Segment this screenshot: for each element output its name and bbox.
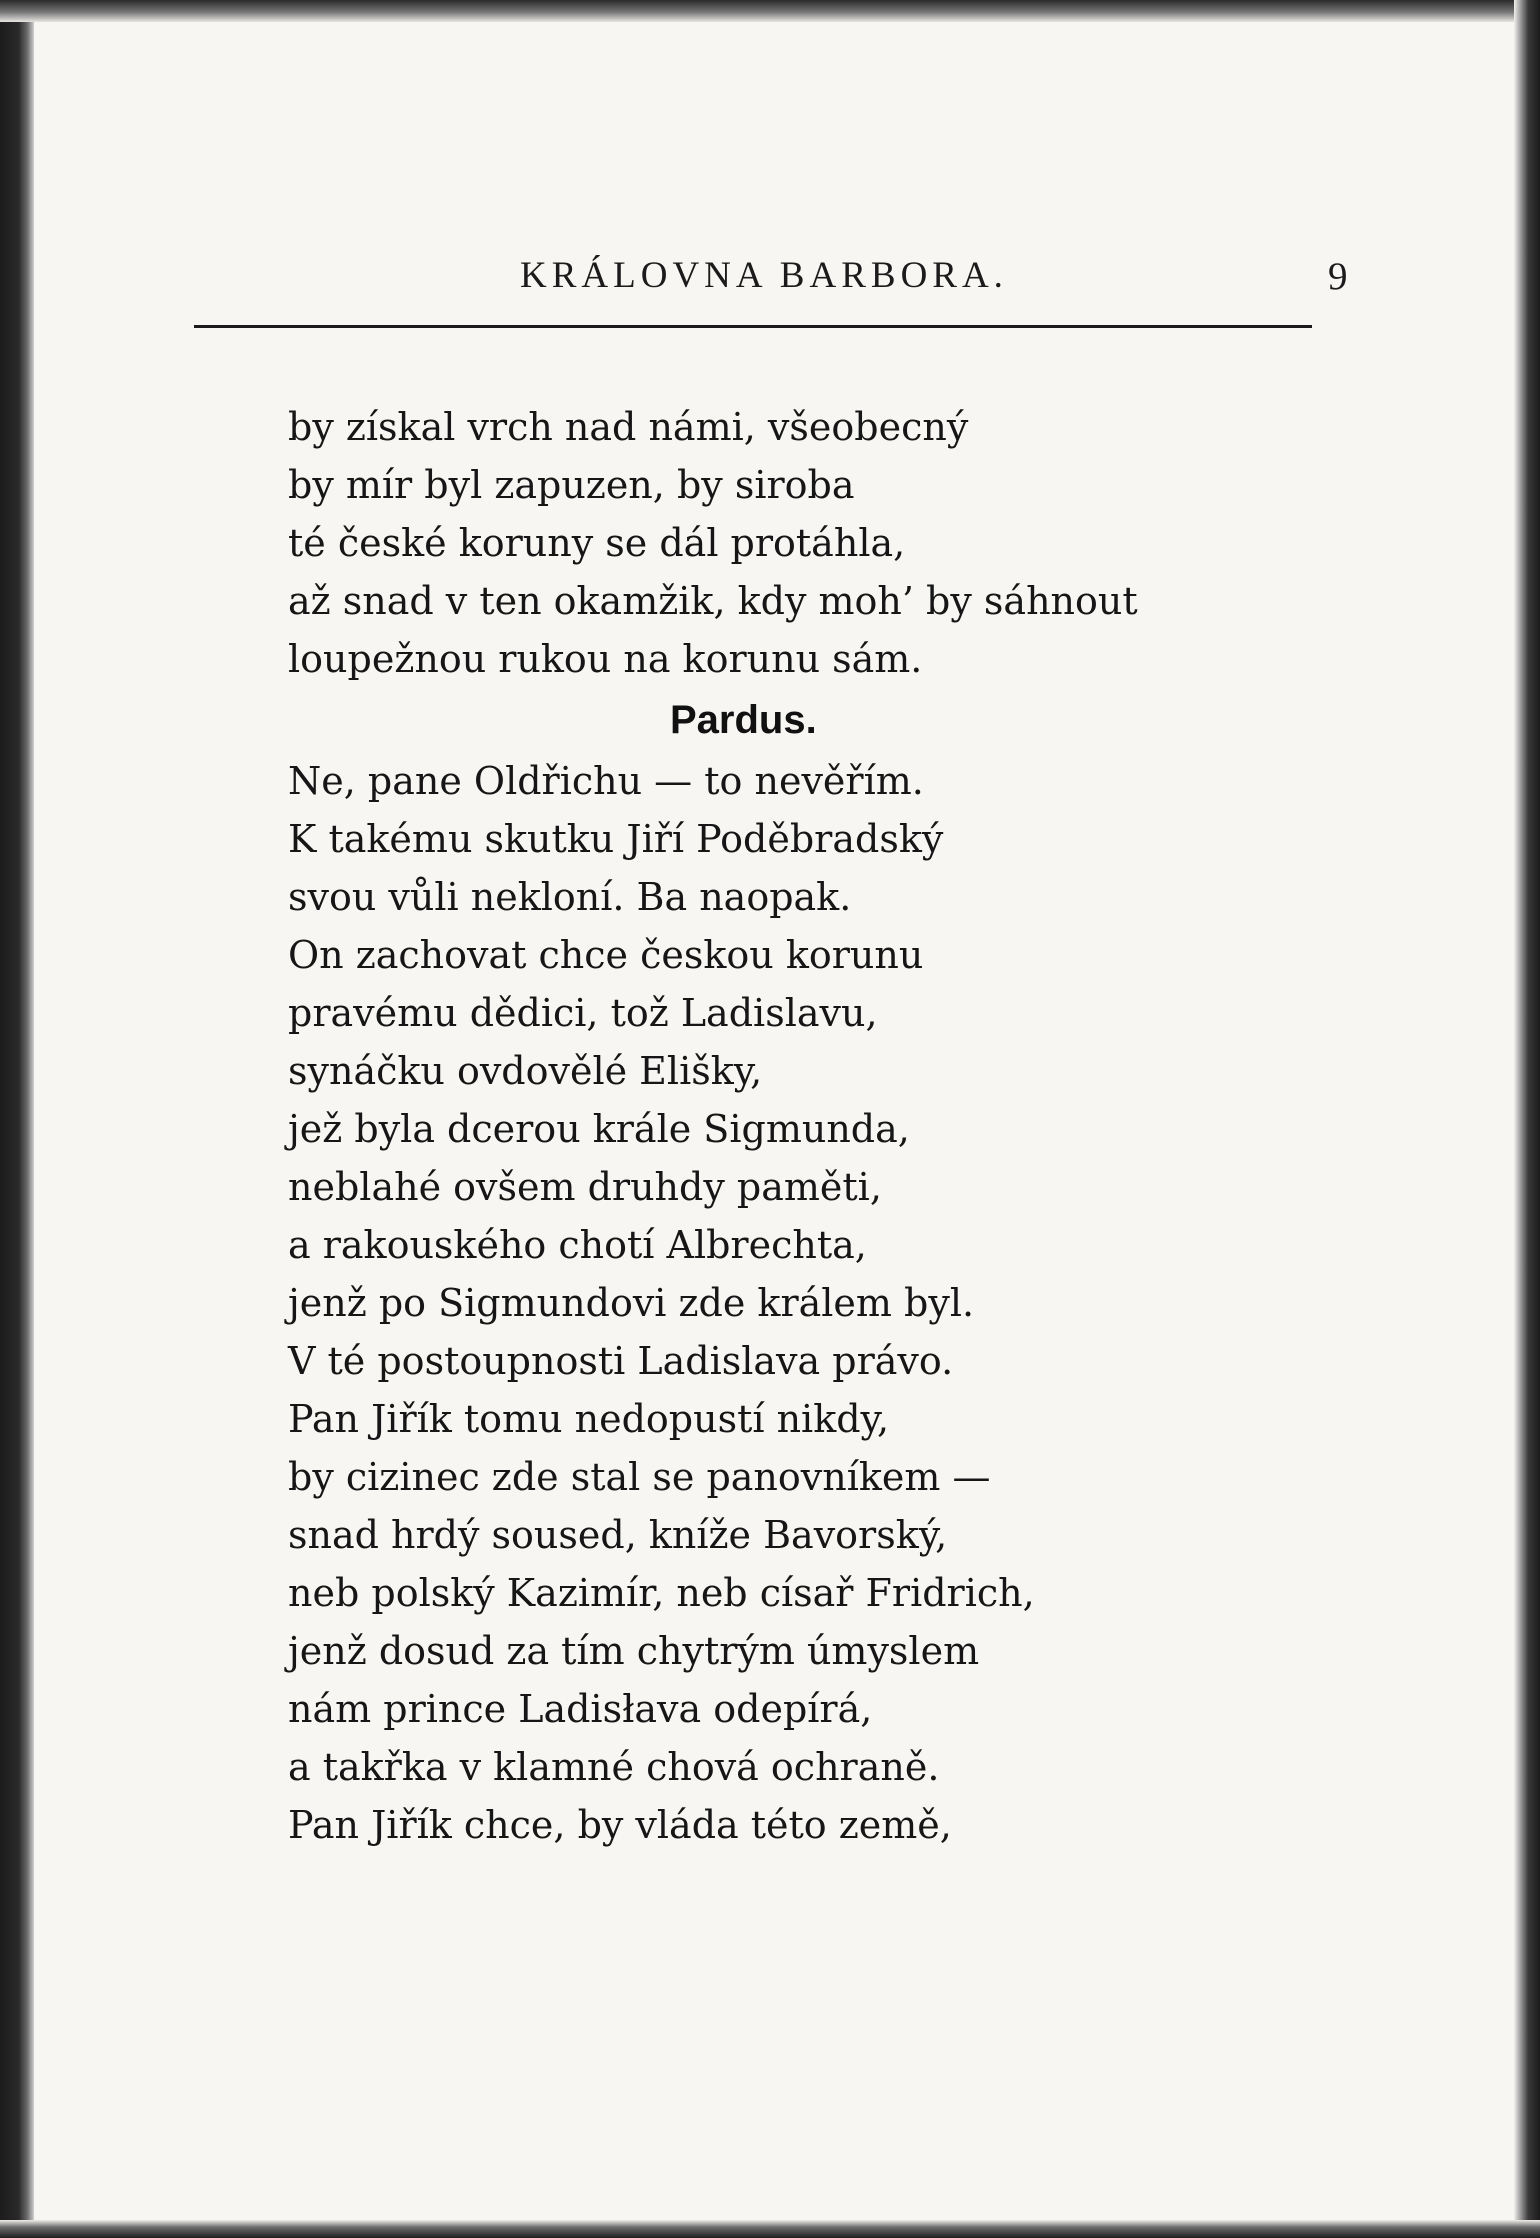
book-spine-edge — [0, 0, 34, 2238]
verse-line: té české koruny se dál protáhla, — [288, 521, 906, 565]
verse-text — [288, 398, 1338, 1854]
verse-line: a takřka v klamné chová ochraně. — [288, 1745, 940, 1789]
verse-line: loupežnou rukou na korunu sám. — [288, 637, 923, 681]
verse-line: by mír byl zapuzen, by siroba — [288, 463, 855, 507]
scan-top-edge — [0, 0, 1540, 22]
verse-line: synáčku ovdovělé Elišky, — [288, 1049, 763, 1093]
verse-line: nám prince Ladisłava odepírá, — [288, 1687, 873, 1731]
header-rule — [194, 325, 1312, 328]
page-number: 9 — [1328, 255, 1348, 298]
scan-right-edge — [1514, 0, 1540, 2238]
verse-line: V té postoupnosti Ladislava právo. — [288, 1339, 954, 1383]
verse-line: jenž dosud za tím chytrým úmyslem — [288, 1629, 980, 1673]
verse-line: K takému skutku Jiří Poděbradský — [288, 817, 944, 861]
verse-line: Ne, pane Oldřichu — to nevěřím. — [288, 759, 924, 803]
verse-line: až snad v ten okamžik, kdy moh’ by sáhnout — [288, 579, 1138, 623]
verse-line: jenž po Sigmundovi zde králem byl. — [288, 1281, 975, 1325]
verse-line: neblahé ovšem druhdy paměti, — [288, 1165, 882, 1209]
verse-line: pravému dědici, tož Ladislavu, — [288, 991, 878, 1035]
verse-line: jež byla dcerou krále Sigmunda, — [288, 1107, 910, 1151]
verse-line: by cizinec zde stal se panovníkem — — [288, 1455, 991, 1499]
verse-line: snad hrdý soused, kníže Bavorský, — [288, 1513, 948, 1557]
verse-line: a rakouského chotí Albrechta, — [288, 1223, 867, 1267]
verse-line: neb polský Kazimír, neb císař Fridrich, — [288, 1571, 1035, 1615]
scan-bottom-edge — [0, 2220, 1540, 2238]
running-title: KRÁLOVNA BARBORA. — [520, 255, 1008, 296]
verse-line: by získal vrch nad námi, všeobecný — [288, 405, 969, 449]
verse-line: Pan Jiřík tomu nedopustí nikdy, — [288, 1397, 890, 1441]
verse-line: svou vůli nekloní. Ba naopak. — [288, 875, 852, 919]
verse-line: Pan Jiřík chce, by vláda této země, — [288, 1803, 952, 1847]
verse-line: On zachovat chce českou korunu — [288, 933, 924, 977]
speaker-name: Pardus. — [670, 698, 817, 742]
